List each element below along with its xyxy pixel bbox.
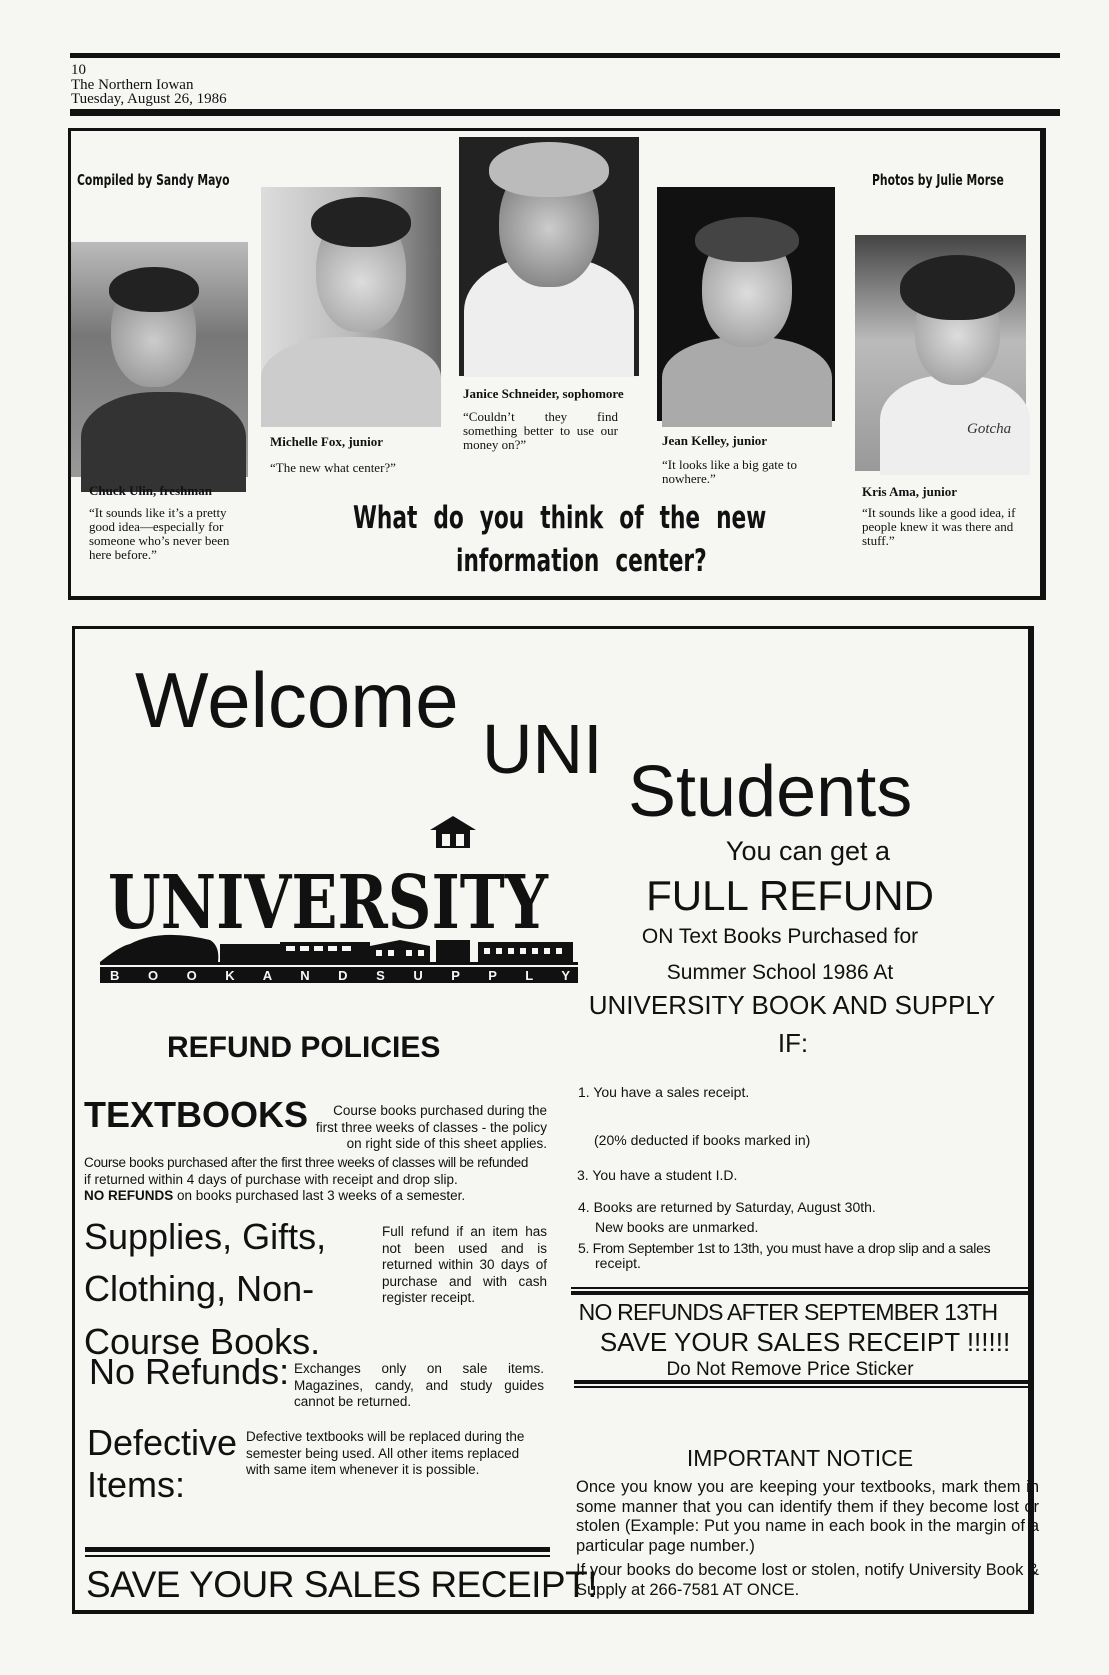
textbooks-line: Course books purchased after the first three weeks of classes will be refunded [84, 1155, 529, 1170]
photo-chuck-ulin [71, 242, 248, 477]
photo-michelle-fox [261, 187, 441, 422]
compiled-by-credit: Compiled by Sandy Mayo [77, 171, 230, 189]
no-refunds-text: Exchanges only on sale items. Magazines, candy, and study guides cannot be returned. [294, 1361, 544, 1409]
banner-bottom-rule [574, 1386, 1034, 1388]
poll-headline-line2: information center? [456, 543, 707, 579]
respondent-quote: “It sounds like a good idea, if people knew it was there and stuff.” [862, 505, 1016, 548]
poll-headline-line1: What do you think of the new [353, 500, 767, 536]
banner-no-refunds: NO REFUNDS AFTER SEPTEMBER 13TH [578, 1299, 998, 1325]
condition-item: 3. You have a student I.D. [577, 1167, 738, 1183]
photo-jean-kelley [657, 187, 835, 421]
university-book-and-supply-logo [100, 816, 580, 986]
respondent-name: Michelle Fox, junior [270, 434, 384, 449]
page-number: 10 [71, 62, 86, 78]
banner-bottom-rule-thick [574, 1380, 1034, 1384]
condition-item: 4. Books are returned by Saturday, August 30th. [578, 1199, 876, 1215]
respondent-quote: “Couldn’t they find something better to use our money on?” [463, 409, 618, 452]
top-rule [70, 53, 1060, 58]
footer-rule-thick [85, 1547, 550, 1552]
defective-text: Defective textbooks will be replaced during the semester being used. All other items replaced with same item whenever it is possible. [246, 1429, 525, 1477]
uni-heading: UNI [482, 710, 603, 788]
defective-heading: Items: [87, 1464, 186, 1505]
offer-line4: Summer School 1986 At [666, 961, 894, 984]
logo-tagline: B O O K A N D S U P P L Y [110, 968, 570, 983]
issue-date: Tuesday, August 26, 1986 [71, 91, 227, 107]
supplies-text: Full refund if an item has not been used and is returned within 30 days of purchase and with cash register receipt. [382, 1224, 547, 1305]
condition-item: (20% deducted if books marked in) [594, 1132, 811, 1148]
textbooks-line [84, 1189, 465, 1203]
respondent-name: Jean Kelley, junior [662, 433, 768, 448]
offer-line3: ON Text Books Purchased for [641, 925, 919, 948]
respondent-name: Chuck Ulin, freshman [89, 483, 212, 498]
masthead-bottom-rule [70, 109, 1060, 116]
photo-kris-ama [855, 235, 1026, 471]
students-heading: Students [628, 752, 913, 832]
footer-save-receipt: SAVE YOUR SALES RECEIPT! [86, 1564, 597, 1605]
shirt-text: Gotcha [967, 421, 1012, 437]
respondent-quote: “It looks like a big gate to nowhere.” [662, 457, 798, 486]
textbooks-line: if returned within 4 days of purchase with receipt and drop slip. [84, 1172, 458, 1187]
respondent-quote: “The new what center?” [270, 460, 396, 475]
supplies-heading: Supplies, Gifts, [84, 1216, 327, 1257]
notice-paragraph: Once you know you are keeping your textbooks, mark them in some manner that you can identify them if they become lost or stolen (Example: Put you name in each book in the margin of a particular page number.) [576, 1478, 1039, 1555]
clock-tower-icon [430, 816, 476, 848]
banner-top-rule [571, 1287, 1034, 1289]
photos-by-credit: Photos by Julie Morse [872, 171, 1004, 189]
condition-item: New books are unmarked. [595, 1219, 759, 1235]
condition-item: 1. You have a sales receipt. [578, 1084, 750, 1100]
respondent-name: Janice Schneider, sophomore [463, 386, 624, 401]
refund-policies-title: REFUND POLICIES [167, 1031, 441, 1064]
offer-full-refund: FULL REFUND [646, 872, 934, 919]
notice-title: IMPORTANT NOTICE [686, 1445, 914, 1471]
supplies-heading: Clothing, Non- [84, 1268, 315, 1309]
paper-name: The Northern Iowan [71, 77, 194, 93]
condition-item: receipt. [595, 1255, 641, 1271]
banner-save-receipt: SAVE YOUR SALES RECEIPT !!!!!! [599, 1327, 1011, 1357]
condition-item: 5. From September 1st to 13th, you must have a drop slip and a sales [578, 1240, 991, 1256]
offer-line5: UNIVERSITY BOOK AND SUPPLY [588, 990, 996, 1020]
textbooks-side-text: Course books purchased during the first three weeks of classes - the policy on right side of this sheet applies. [315, 1103, 547, 1151]
no-refunds-emphasis: NO REFUNDS [84, 1188, 174, 1203]
no-refunds-heading: No Refunds: [89, 1351, 290, 1392]
defective-heading: Defective [87, 1422, 238, 1463]
offer-line1: You can get a [725, 836, 891, 866]
textbooks-heading: TEXTBOOKS [84, 1094, 309, 1135]
notice-paragraph: If your books do become lost or stolen, notify University Book & Supply at 266-7581 AT ONCE. [576, 1561, 1039, 1599]
respondent-name: Kris Ama, junior [862, 484, 957, 499]
offer-line6: IF: [777, 1028, 809, 1058]
respondent-quote: “It sounds like it’s a pretty good idea—especially for someone who’s never been here before.” [89, 505, 230, 562]
photo-janice-schneider [459, 137, 639, 376]
banner-price-sticker: Do Not Remove Price Sticker [666, 1359, 914, 1380]
textbooks-line-rest: on books purchased last 3 weeks of a semester. [173, 1188, 466, 1203]
welcome-heading: Welcome [135, 656, 459, 744]
banner-top-rule-thick [571, 1291, 1034, 1295]
logo-wordmark: UNIVERSITY [108, 860, 549, 946]
supplies-heading: Course Books. [84, 1321, 321, 1362]
footer-rule [85, 1555, 550, 1557]
